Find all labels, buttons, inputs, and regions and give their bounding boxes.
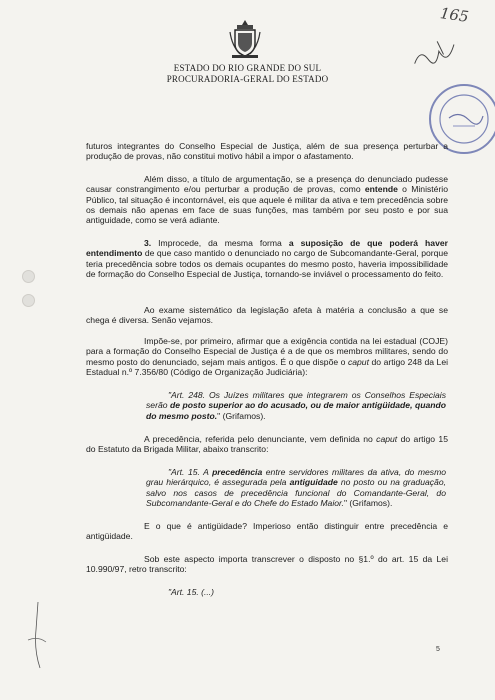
paragraph-precedence-definition: A precedência, referida pelo denunciante, vem definida no caput do artigo 15 do Estatuto da Brigada Militar, abaixo transcrito: bbox=[86, 434, 448, 455]
handwritten-folio-number: 165 bbox=[438, 4, 470, 26]
header-state-name: ESTADO DO RIO GRANDE DO SUL bbox=[173, 63, 322, 73]
paragraph-law-reference: Sob este aspecto importa transcrever o disposto no §1.º do art. 15 da Lei 10.990/97, retro transcrito: bbox=[86, 554, 448, 575]
paragraph-item-3: 3. Improcede, da mesma forma a suposição de que poderá haver entendimento de que caso mantido o denunciado no cargo de Subcomandante-Geral, porque teria precedência sobre todos os demais ocupantes do mesmo posto, haveria impossibilidade de formação do Conselho Especial de Justiça, tornando-se inviável o processamento do feito. bbox=[86, 238, 448, 279]
page-number: 5 bbox=[436, 646, 440, 653]
handwritten-initials-mark bbox=[407, 34, 463, 82]
paragraph-coje-requirement: Impõe-se, por primeiro, afirmar que a exigência contida na lei estadual (COJE) para a formação do Conselho Especial de Justiça é a de que os membros militares, sendo do mesmo posto do denunciado, sejam mais antigos. É o que dispõe o caput do artigo 248 da Lei Estadual n.º 7.356/80 (Código de Organização Judiciária): bbox=[86, 336, 449, 377]
header-agency-name: PROCURADORIA-GERAL DO ESTADO bbox=[166, 74, 329, 84]
quote-article-15: "Art. 15. A precedência entre servidores militares da ativa, do mesmo grau hierárquico, é assegurada pela antiguidade no posto ou na graduação, salvo nos casos de precedência funcional do Comandante-Geral, do Subcomandante-Geral e do Chefe do Estado Maior." (Grifamos). bbox=[146, 467, 447, 508]
binder-hole-top bbox=[22, 270, 35, 283]
quote-article-15-excerpt: "Art. 15. (...) bbox=[168, 587, 215, 597]
margin-pen-mark bbox=[18, 600, 58, 670]
paragraph-continuation: futuros integrantes do Conselho Especial de Justiça, além de sua presença perturbar a produção de provas, não constitui motivo hábil a impor o afastamento. bbox=[86, 141, 448, 162]
quote-article-248: "Art. 248. Os Juízes militares que integrarem os Conselhos Especiais serão de posto superior ao do acusado, ou de maior antigüidade, quando do mesmo posto." (Grifamos). bbox=[146, 390, 446, 421]
paragraph-seniority-question: E o que é antigüidade? Imperioso então distinguir entre precedência e antigüidade. bbox=[86, 521, 448, 542]
paragraph-systematic-exam: Ao exame sistemático da legislação afeta à matéria a conclusão a que se chega é diversa. Senão vejamos. bbox=[86, 305, 448, 326]
state-coat-of-arms-icon bbox=[228, 18, 262, 60]
paragraph-argument: Além disso, a título de argumentação, se a presença do denunciado pudesse causar constrangimento e/ou perturbar a produção de provas, como entende o Ministério Público, tal situação é incontornável, eis que aquele é militar da ativa e tem precedência sobre os demais não apenas em face de suas funções, mas também por seu posto e por sua antiguidade, como se verá adiante. bbox=[86, 174, 448, 226]
binder-hole-bottom bbox=[22, 294, 35, 307]
